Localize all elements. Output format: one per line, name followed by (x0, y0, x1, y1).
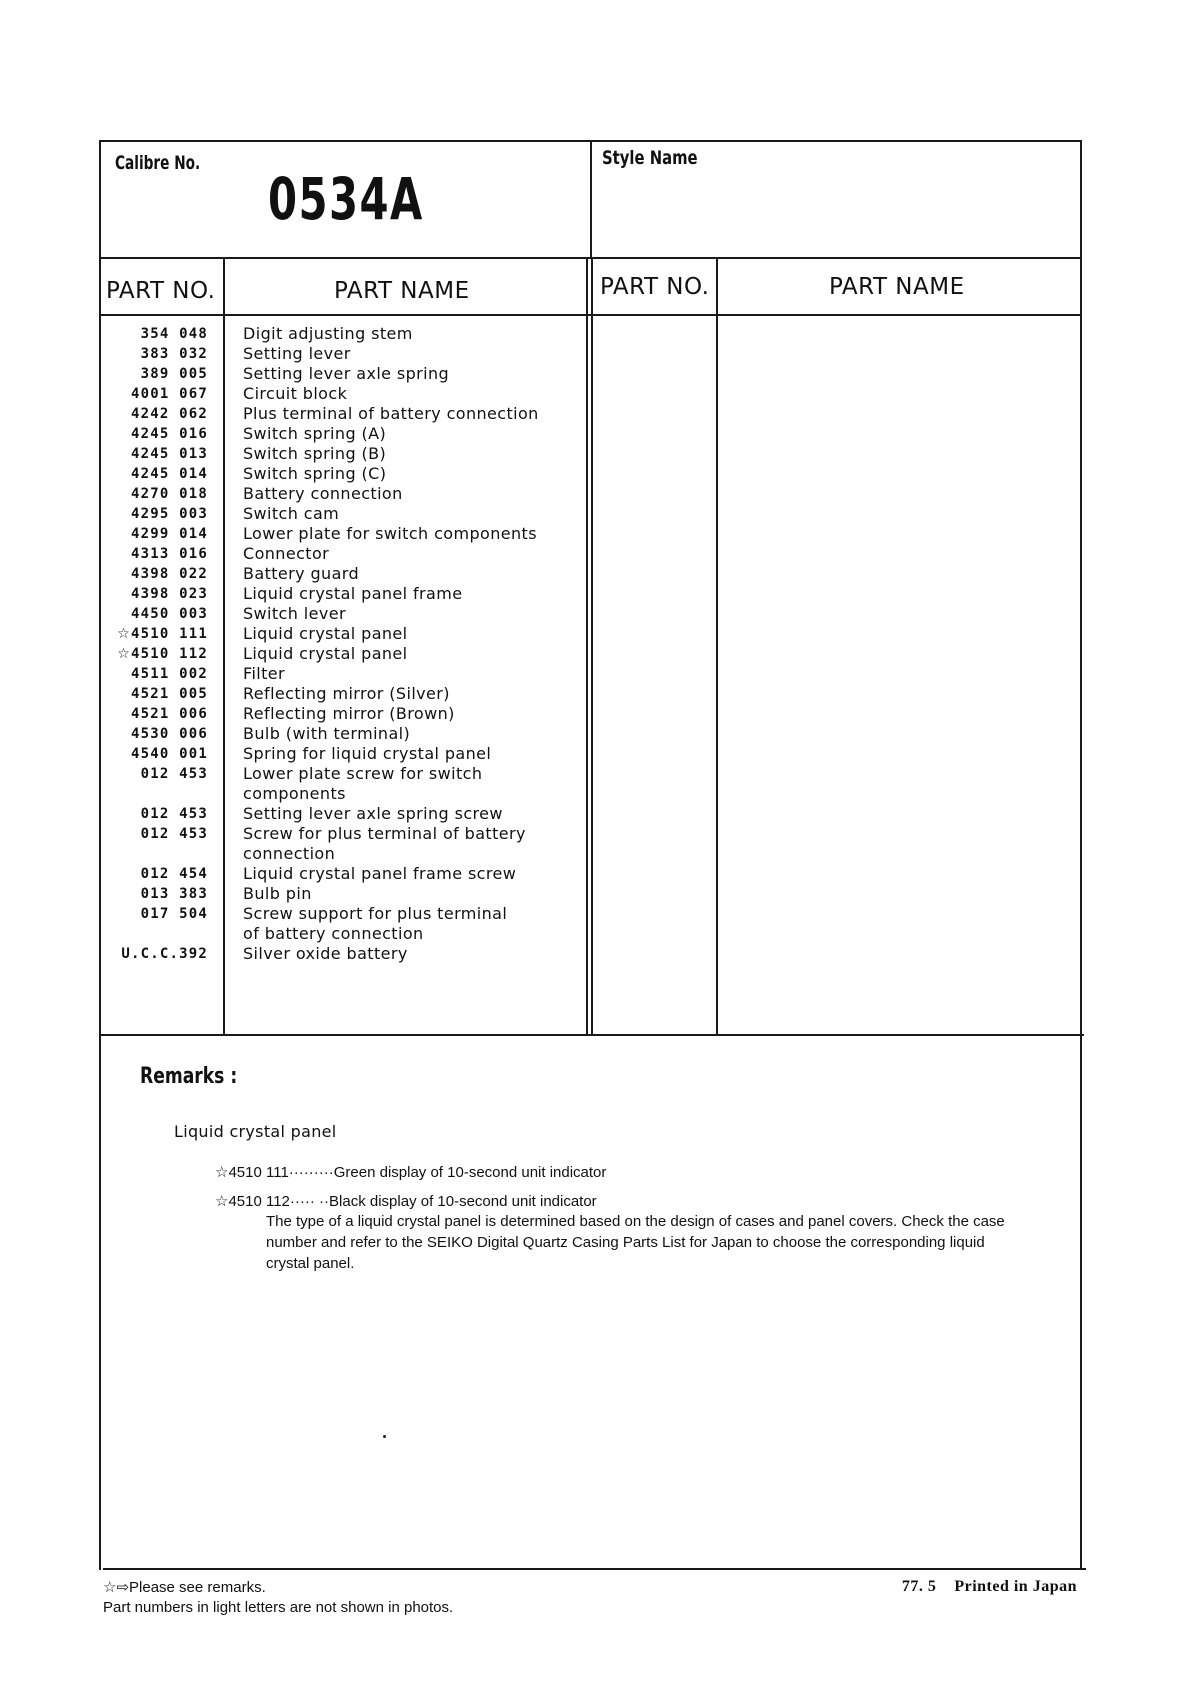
table-row (100, 564, 580, 584)
table-row (100, 824, 580, 864)
part-number (100, 824, 208, 844)
part-number-text: 012 453 (140, 826, 208, 842)
part-name: Battery guard (243, 564, 360, 583)
left-part-no-heading: PART NO. (106, 278, 216, 304)
remarks-title: Remarks : (140, 1064, 238, 1089)
star-mark-icon: ☆ (117, 626, 131, 642)
part-number-text: 4540 001 (130, 746, 208, 762)
part-name: Setting lever axle spring screw (243, 804, 503, 823)
part-name: Circuit block (243, 384, 348, 403)
part-number (100, 544, 208, 564)
part-name: Lower plate screw for switch components (243, 764, 483, 803)
part-number-text: 012 453 (140, 806, 208, 822)
table-row (100, 524, 580, 544)
part-number (100, 424, 208, 444)
part-name: Lower plate for switch components (243, 524, 537, 543)
part-number (100, 504, 208, 524)
scan-speck (383, 1435, 386, 1438)
frame-bottom-border (103, 1568, 1086, 1570)
part-number (100, 604, 208, 624)
footer-note-light-letters: Part numbers in light letters are not shown in photos. (103, 1599, 454, 1616)
part-name: Setting lever (243, 344, 351, 363)
part-name: Bulb (with terminal) (243, 724, 411, 743)
table-row (100, 684, 580, 704)
part-number (100, 584, 208, 604)
left-part-name-heading: PART NAME (334, 278, 470, 304)
part-number-text: 4242 062 (130, 406, 208, 422)
part-number-text: 389 005 (140, 366, 208, 382)
part-number (100, 864, 208, 884)
frame-right-border (1080, 140, 1082, 1570)
part-number-text: 4295 003 (130, 506, 208, 522)
remarks-note: The type of a liquid crystal panel is determined based on the design of cases and panel covers. Check the case number and refer to the SEIKO Digital Quartz Casing Parts List for Japan to choose the corresponding liquid crystal panel. (266, 1213, 1005, 1272)
table-row (100, 904, 580, 944)
part-number (100, 904, 208, 924)
part-number (100, 684, 208, 704)
table-row (100, 804, 580, 824)
table-row (100, 644, 580, 664)
part-name: Liquid crystal panel frame screw (243, 864, 517, 883)
table-row (100, 424, 580, 444)
table-row (100, 724, 580, 744)
part-number-text: 4521 005 (130, 686, 208, 702)
part-name: Reflecting mirror (Brown) (243, 704, 455, 723)
table-row (100, 664, 580, 684)
part-number (100, 744, 208, 764)
print-date: 77. 5 (901, 1578, 937, 1595)
part-number-text: 017 504 (140, 906, 208, 922)
table-row (100, 324, 580, 344)
part-number (100, 724, 208, 744)
calibre-number: 0534A (268, 165, 424, 233)
footer-print-info (902, 1578, 1077, 1596)
remarks-line-black: ☆4510 112····· ··Black display of 10-second unit indicator (215, 1193, 597, 1210)
footer-note-remarks: ☆⇨Please see remarks. (103, 1579, 266, 1596)
table-row (100, 884, 580, 904)
part-number (100, 664, 208, 684)
part-number-text: 4511 002 (130, 666, 208, 682)
part-number (100, 564, 208, 584)
part-number (100, 884, 208, 904)
part-number-text: 354 048 (140, 326, 208, 342)
part-number (100, 364, 208, 384)
part-number (100, 804, 208, 824)
part-number (100, 524, 208, 544)
part-name: Switch spring (A) (243, 424, 387, 443)
part-name: Switch lever (243, 604, 346, 623)
star-mark-icon: ☆ (117, 646, 131, 662)
table-row (100, 544, 580, 564)
part-number (100, 484, 208, 504)
footer-notes (103, 1578, 453, 1618)
right-part-name-heading: PART NAME (829, 274, 965, 300)
part-number-text: 013 383 (140, 886, 208, 902)
table-row (100, 584, 580, 604)
remarks-subtitle: Liquid crystal panel (174, 1122, 337, 1141)
part-name: Digit adjusting stem (243, 324, 413, 343)
part-number (100, 764, 208, 784)
part-number-text: 4313 016 (130, 546, 208, 562)
part-name: Setting lever axle spring (243, 364, 450, 383)
table-row (100, 344, 580, 364)
part-name: Liquid crystal panel (243, 644, 408, 663)
table-row (100, 764, 580, 804)
part-name: Screw for plus terminal of battery connection (243, 824, 526, 863)
center-double-line-a (586, 257, 588, 1036)
part-number-text: U.C.C.392 (121, 946, 208, 962)
table-row (100, 484, 580, 504)
table-row (100, 704, 580, 724)
part-number (100, 624, 208, 644)
right-part-no-divider (716, 257, 718, 1036)
table-row (100, 504, 580, 524)
part-number-text: 4245 016 (130, 426, 208, 442)
part-number-text: 4530 006 (130, 726, 208, 742)
part-number-text: 012 454 (140, 866, 208, 882)
part-number (100, 704, 208, 724)
part-number-text: 4450 003 (130, 606, 208, 622)
part-name: Reflecting mirror (Silver) (243, 684, 450, 703)
part-name: Silver oxide battery (243, 944, 408, 963)
part-number-text: 012 453 (140, 766, 208, 782)
table-row (100, 364, 580, 384)
part-name: Switch cam (243, 504, 340, 523)
part-name: Connector (243, 544, 330, 563)
table-row (100, 444, 580, 464)
table-row (100, 944, 580, 964)
center-double-line-b (591, 257, 593, 1036)
part-name: Liquid crystal panel frame (243, 584, 463, 603)
right-part-no-heading: PART NO. (600, 274, 710, 300)
table-row (100, 624, 580, 644)
part-name: Screw support for plus terminal of battery connection (243, 904, 508, 943)
table-row (100, 464, 580, 484)
remarks-line-green: ☆4510 111·········Green display of 10-second unit indicator (215, 1164, 607, 1181)
part-number-text: 4521 006 (130, 706, 208, 722)
part-number-text: 4510 112 (130, 646, 208, 662)
part-number (100, 464, 208, 484)
part-name: Liquid crystal panel (243, 624, 408, 643)
part-number-text: 4398 022 (130, 566, 208, 582)
style-name-label: Style Name (602, 147, 698, 169)
part-name: Switch spring (B) (243, 444, 387, 463)
part-name: Battery connection (243, 484, 403, 503)
part-number-text: 4245 014 (130, 466, 208, 482)
part-number (100, 644, 208, 664)
part-number-text: 4001 067 (130, 386, 208, 402)
part-name: Bulb pin (243, 884, 312, 903)
part-number-text: 4510 111 (130, 626, 208, 642)
table-row (100, 864, 580, 884)
calibre-label: Calibre No. (115, 152, 201, 174)
table-row (100, 404, 580, 424)
part-name: Filter (243, 664, 286, 683)
part-name: Spring for liquid crystal panel (243, 744, 492, 763)
part-number (100, 444, 208, 464)
part-number (100, 404, 208, 424)
part-number-text: 4398 023 (130, 586, 208, 602)
part-number (100, 324, 208, 344)
parts-table (100, 324, 580, 964)
table-row (100, 604, 580, 624)
part-number-text: 383 032 (140, 346, 208, 362)
part-number-text: 4270 018 (130, 486, 208, 502)
header-center-divider (590, 140, 592, 259)
part-name: Plus terminal of battery connection (243, 404, 539, 423)
part-number-text: 4245 013 (130, 446, 208, 462)
part-number (100, 344, 208, 364)
part-number (100, 944, 208, 964)
part-name: Switch spring (C) (243, 464, 387, 483)
table-row (100, 744, 580, 764)
part-number (100, 384, 208, 404)
table-row (100, 384, 580, 404)
part-number-text: 4299 014 (130, 526, 208, 542)
printed-in-japan: Printed in Japan (954, 1578, 1077, 1595)
